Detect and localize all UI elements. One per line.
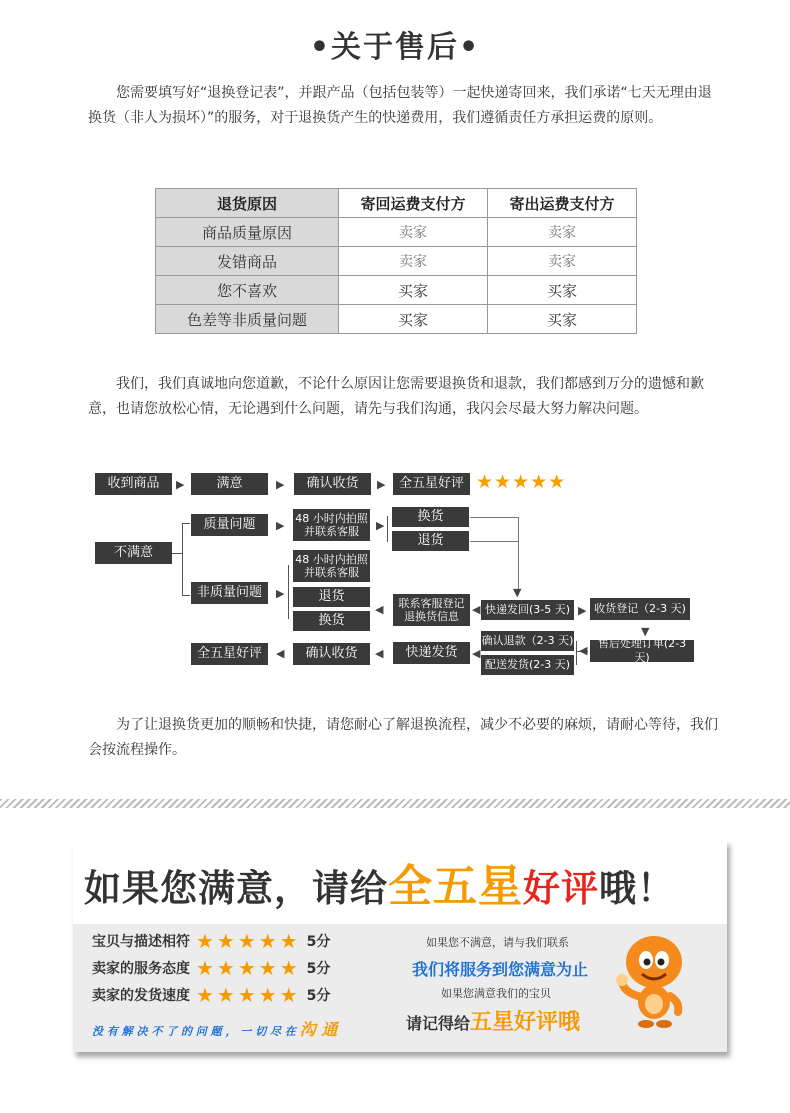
arrow-right-icon: ▶ xyxy=(376,519,385,532)
table-row xyxy=(156,247,637,276)
star-rating-icon: ★★★★★ xyxy=(196,956,301,980)
connector-line xyxy=(387,516,388,542)
flow-contact-register: 联系客服登记 退换货信息 xyxy=(393,594,470,626)
intro-paragraph: 您需要填写好“退换登记表”，并跟产品（包括包装等）一起快递寄回来，我们承诺“七天无理由退换货（非人为损坏）”的服务，对于退换货产生的快递费用，我们遵循责任方承担运费的原则。 xyxy=(88,85,712,126)
arrow-down-icon: ▼ xyxy=(513,586,522,599)
table-cell: 卖家 xyxy=(339,218,488,247)
table-cell: 买家 xyxy=(488,276,637,305)
banner-slogan xyxy=(92,1017,337,1040)
table-cell: 卖家 xyxy=(339,247,488,276)
banner-headline xyxy=(84,850,675,914)
reminder-text: 请记得给 xyxy=(406,1014,471,1033)
arrow-left-icon: ◀ xyxy=(375,603,384,616)
flow-photo-contact: 48 小时内拍照 并联系客服 xyxy=(293,550,370,582)
five-stars-icon: ★★★★★ xyxy=(476,471,567,493)
rating-row xyxy=(92,983,330,1007)
flow-express-ship: 快递发货 xyxy=(393,642,470,664)
banner-contact-line: 如果您不满意，请与我们联系 xyxy=(426,936,569,949)
connector-line xyxy=(172,553,182,554)
flow-ship-back: 快递发回(3-5 天) xyxy=(481,600,574,620)
star-rating-icon: ★★★★★ xyxy=(196,983,301,1007)
reminder-highlight: 五星好评哦 xyxy=(470,1010,581,1035)
arrow-right-icon: ▶ xyxy=(276,478,285,491)
flow-exchange: 换货 xyxy=(293,611,370,631)
table-header-row xyxy=(156,189,637,218)
flow-receipt-register: 收货登记（2-3 天) xyxy=(590,598,690,620)
flow-process-order: 售后处理订单(2-3 天) xyxy=(590,640,694,662)
arrow-right-icon: ▶ xyxy=(176,478,185,491)
flow-return: 退货 xyxy=(293,587,370,607)
flow-quality-issue: 质量问题 xyxy=(191,514,268,536)
flow-return: 退货 xyxy=(392,531,469,551)
table-cell: 卖家 xyxy=(488,247,637,276)
connector-line xyxy=(470,541,518,542)
headline-part: 如果您 xyxy=(84,867,198,910)
arrow-right-icon: ▶ xyxy=(276,587,285,600)
table-cell: 卖家 xyxy=(488,218,637,247)
flow-confirm-receipt: 确认收货 xyxy=(294,473,371,495)
arrow-left-icon: ◀ xyxy=(276,647,285,660)
connector-line xyxy=(288,565,289,619)
flow-exchange: 换货 xyxy=(392,507,469,527)
table-cell: 您不喜欢 xyxy=(156,276,339,305)
rating-label: 卖家的服务态度 xyxy=(92,961,190,977)
star-rating-icon: ★★★★★ xyxy=(196,929,301,953)
connector-line xyxy=(182,595,190,596)
table-cell: 买家 xyxy=(488,305,637,334)
arrow-right-icon: ▶ xyxy=(578,604,587,617)
slogan-text: 没 有 解 决 不 了 的 问 题 ， 一 切 尽 在 xyxy=(92,1025,300,1038)
arrow-left-icon: ◀ xyxy=(472,647,481,660)
rating-score: 5分 xyxy=(306,961,331,977)
rating-label: 卖家的发货速度 xyxy=(92,988,190,1004)
connector-line xyxy=(518,517,519,589)
flow-photo-contact: 48 小时内拍照 并联系客服 xyxy=(293,509,370,541)
table-row xyxy=(156,276,637,305)
arrow-left-icon: ◀ xyxy=(579,644,588,657)
headline-part: 满意，请给 xyxy=(198,867,388,910)
headline-highlight: 好评 xyxy=(523,867,599,910)
connector-line xyxy=(470,517,518,518)
arrow-down-icon: ▼ xyxy=(641,625,650,638)
banner-satisfied-line: 如果您满意我们的宝贝 xyxy=(441,987,551,1000)
shipping-fee-table xyxy=(155,188,637,334)
page-title: •关于售后• xyxy=(309,30,481,65)
banner-service-promise: 我们将服务到您满意为止 xyxy=(412,960,589,979)
table-cell: 买家 xyxy=(339,305,488,334)
flow-confirm-receipt: 确认收货 xyxy=(293,643,370,665)
arrow-right-icon: ▶ xyxy=(377,478,386,491)
rating-row xyxy=(92,956,330,980)
rating-row xyxy=(92,929,330,953)
table-header: 退货原因 xyxy=(156,189,339,218)
arrow-left-icon: ◀ xyxy=(375,647,384,660)
slogan-highlight: 沟 通 xyxy=(299,1020,338,1039)
flow-confirm-refund: 确认退款（2-3 天) xyxy=(481,631,574,651)
apology-paragraph: 我们，我们真诚地向您道歉，不论什么原因让您需要退换货和退款，我们都感到万分的遗憾和歉意，也请您放松心情，无论遇到什么问题，请先与我们沟通，我闪会尽最大努力解决问题。 xyxy=(88,376,704,417)
table-header: 寄回运费支付方 xyxy=(339,189,488,218)
table-cell: 买家 xyxy=(339,276,488,305)
rating-label: 宝贝与描述相符 xyxy=(92,934,190,950)
arrow-right-icon: ▶ xyxy=(276,519,285,532)
flow-non-quality-issue: 非质量问题 xyxy=(191,582,268,604)
closing-paragraph: 为了让退换货更加的顺畅和快捷，请您耐心了解退换流程，减少不必要的麻烦，请耐心等待，我们会按流程操作。 xyxy=(88,717,718,758)
headline-part: 哦！ xyxy=(599,867,675,910)
arrow-left-icon: ◀ xyxy=(472,603,481,616)
flow-five-star: 全五星好评 xyxy=(191,643,268,665)
table-cell: 发错商品 xyxy=(156,247,339,276)
banner-five-star-reminder xyxy=(406,1005,580,1036)
flow-satisfied: 满意 xyxy=(191,473,268,495)
table-row xyxy=(156,305,637,334)
flow-unsatisfied: 不满意 xyxy=(95,542,172,564)
flow-five-star: 全五星好评 xyxy=(393,473,470,495)
table-row xyxy=(156,218,637,247)
connector-line xyxy=(182,523,190,524)
headline-highlight: 全五星 xyxy=(388,861,523,912)
rating-score: 5分 xyxy=(306,934,331,950)
table-cell: 色差等非质量问题 xyxy=(156,305,339,334)
table-header: 寄出运费支付方 xyxy=(488,189,637,218)
rating-score: 5分 xyxy=(306,988,331,1004)
table-cell: 商品质量原因 xyxy=(156,218,339,247)
mascot-icon xyxy=(614,922,692,1030)
section-divider xyxy=(0,799,790,808)
connector-line xyxy=(576,641,577,665)
flow-received: 收到商品 xyxy=(95,473,172,495)
connector-line xyxy=(182,523,183,595)
flow-delivery: 配送发货(2-3 天) xyxy=(481,655,574,675)
